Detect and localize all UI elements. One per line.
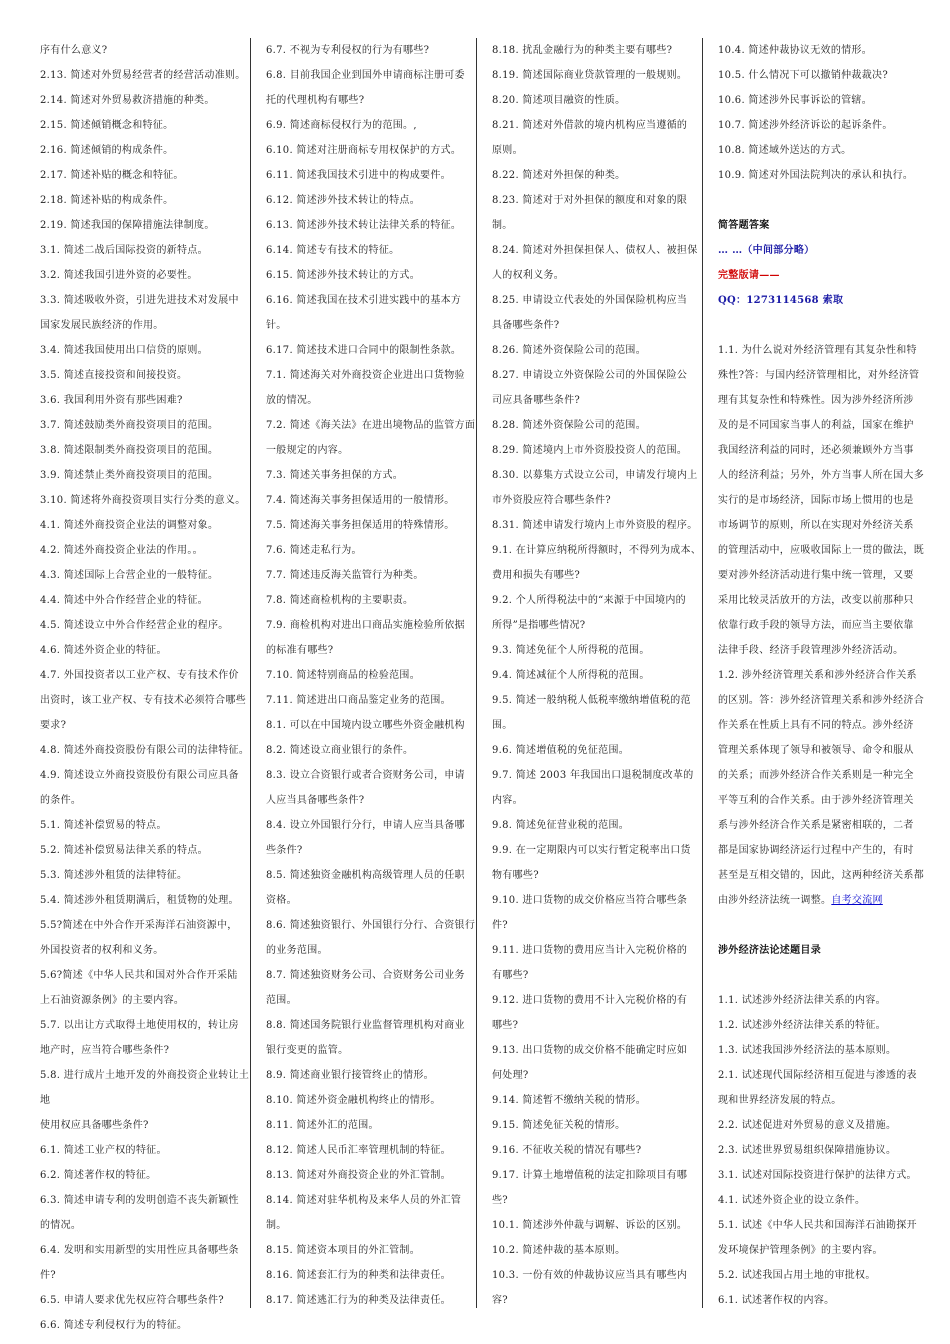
question-line: 10.2. 简述仲裁的基本原则。 xyxy=(492,1245,626,1256)
omitted-note: … …（中间部分略） xyxy=(718,245,815,256)
question-line: 6.17. 简述技术进口合同中的限制性条款。 xyxy=(266,345,462,356)
question-line: 8.27. 申请设立外资保险公司的外国保险公 xyxy=(492,370,688,381)
question-line: 司应具备哪些条件? xyxy=(492,395,581,406)
question-line: 5.1. 简述补偿贸易的特点。 xyxy=(40,820,167,831)
question-line: 3.10. 简述将外商投资项目实行分类的意义。 xyxy=(40,495,246,506)
answer-line: 都是国家协调经济运行过程中产生的，有时 xyxy=(718,845,914,856)
question-line: 9.3. 简述免征个人所得税的范围。 xyxy=(492,645,650,656)
question-line: 8.11. 简述外汇的范围。 xyxy=(266,1120,379,1131)
question-line: 8.5. 简述独资金融机构高级管理人员的任职 xyxy=(266,870,465,881)
question-line: 4.3. 简述国际上合营企业的一般特征。 xyxy=(40,570,219,581)
question-line: 上石油资源条例》的主要内容。 xyxy=(40,995,185,1006)
question-line: 8.19. 简述国际商业贷款管理的一般规则。 xyxy=(492,70,688,81)
question-column-2 xyxy=(266,38,484,1313)
arbitration-question-list xyxy=(718,38,936,188)
question-line: 8.25. 申请设立代表处的外国保险机构应当 xyxy=(492,295,688,306)
answer-line: 系与涉外经济合作关系是紧密相联的，二者 xyxy=(718,820,914,831)
answer-line: 要对涉外经济活动进行集中统一管理，又要 xyxy=(718,570,914,581)
question-line: 6.2. 简述著作权的特征。 xyxy=(40,1170,157,1181)
question-line: 10.5. 什么情况下可以撤销仲裁裁决? xyxy=(718,70,888,81)
question-line: 9.8. 简述免征营业税的范围。 xyxy=(492,820,630,831)
question-column-1 xyxy=(40,38,258,1338)
question-line: 9.11. 进口货物的费用应当计入完税价格的 xyxy=(492,945,688,956)
question-line: 8.6. 简述独资银行、外国银行分行、合资银行 xyxy=(266,920,476,931)
question-line: 10.9. 简述对外国法院判决的承认和执行。 xyxy=(718,170,914,181)
question-line: 9.4. 简述减征个人所得税的范围。 xyxy=(492,670,650,681)
answer-line: 市场调节的原则，所以在实现对外经济关系 xyxy=(718,520,914,531)
answer-line: 管理关系体现了领导和被领导、命令和服从 xyxy=(718,745,914,756)
question-line: 针。 xyxy=(266,320,287,331)
answer-line: 平等互利的合作关系。由于涉外经济管理关 xyxy=(718,795,914,806)
full-version-note: 完整版请—— xyxy=(718,270,780,281)
question-line: 银行变更的监管。 xyxy=(266,1045,349,1056)
question-line: 物有哪些? xyxy=(492,870,539,881)
answer-line: 理有其复杂性和特殊性。因为涉外经济所涉 xyxy=(718,395,914,406)
question-line: 些? xyxy=(492,1195,508,1206)
question-line: 3.9. 简述禁止类外商投资项目的范围。 xyxy=(40,470,219,481)
question-line: 5.8. 进行成片土地开发的外商投资企业转让土地 xyxy=(40,1070,250,1106)
question-line: 2.13. 简述对外贸易经营者的经营活动准则。 xyxy=(40,70,246,81)
question-line: 6.15. 简述涉外技术转让的方式。 xyxy=(266,270,421,281)
question-line: 的标准有哪些? xyxy=(266,645,334,656)
question-line: 8.17. 简述逃汇行为的种类及法律责任。 xyxy=(266,1295,451,1306)
question-line: 8.16. 简述套汇行为的种类和法律责任。 xyxy=(266,1270,451,1281)
question-line: 6.12. 简述涉外技术转让的特点。 xyxy=(266,195,421,206)
essay-question-line: 2.3. 试述世界贸易组织保障措施协议。 xyxy=(718,1145,897,1156)
answer-line: 1.2. 涉外经济管理关系和涉外经济合作关系 xyxy=(718,670,917,681)
answer-line: 依靠行政手段的领导方法，而应当主要依靠 xyxy=(718,620,914,631)
question-line: 2.18. 简述补贴的构成条件。 xyxy=(40,195,174,206)
essay-question-line: 2.1. 试述现代国际经济相互促进与渗透的表 xyxy=(718,1070,917,1081)
question-line: 2.16. 简述倾销的构成条件。 xyxy=(40,145,174,156)
question-line: 8.1. 可以在中国境内设立哪些外资金融机构 xyxy=(266,720,465,731)
question-line: 3.3. 简述吸收外资，引进先进技术对发展中 xyxy=(40,295,239,306)
question-line: 9.5. 简述一般纳税人低税率缴纳增值税的范 xyxy=(492,695,691,706)
question-line: 8.10. 简述外资金融机构终止的情形。 xyxy=(266,1095,441,1106)
answer-text xyxy=(718,338,936,888)
answer-line: 采用比较灵活放开的方法，改变以前那种只 xyxy=(718,595,914,606)
question-line: 外国投资者的权利和义务。 xyxy=(40,945,164,956)
question-line: 8.3. 设立合资银行或者合资财务公司，申请 xyxy=(266,770,465,781)
question-column-3 xyxy=(492,38,710,1313)
answer-line: 的关系；而涉外经济合作关系则是一种完全 xyxy=(718,770,914,781)
question-line: 7.5. 简述海关事务担保适用的特殊情形。 xyxy=(266,520,455,531)
essay-question-line: 3.1. 试述对国际投资进行保护的法律方式。 xyxy=(718,1170,917,1181)
question-line: 9.10. 进口货物的成交价格应当符合哪些条 xyxy=(492,895,688,906)
question-line: 7.3. 简述关事务担保的方式。 xyxy=(266,470,404,481)
question-line: 3.6. 我国利用外资有那些困难? xyxy=(40,395,183,406)
essay-heading: 涉外经济法论述题目录 xyxy=(718,945,821,956)
question-line: 8.2. 简述设立商业银行的条件。 xyxy=(266,745,414,756)
essay-question-line: 1.2. 试述涉外经济法律关系的特征。 xyxy=(718,1020,886,1031)
question-line: 7.10. 简述特别商品的检验范围。 xyxy=(266,670,421,681)
question-line: 8.23. 简述对于对外担保的额度和对象的限 xyxy=(492,195,688,206)
question-line: 有哪些? xyxy=(492,970,529,981)
question-line: 10.1. 简述涉外仲裁与调解、诉讼的区别。 xyxy=(492,1220,688,1231)
answer-line: 人的经济利益；另外，外方当事人所在国大多 xyxy=(718,470,924,481)
question-line: 7.2. 简述《海关法》在进出境物品的监管方面 xyxy=(266,420,476,431)
question-line: 6.13. 简述涉外技术转让法律关系的特征。 xyxy=(266,220,462,231)
question-line: 地产时，应当符合哪些条件? xyxy=(40,1045,170,1056)
question-line: 7.9. 商检机构对进出口商品实施检验所依据 xyxy=(266,620,465,631)
question-line: 8.24. 简述对外担保担保人、债权人、被担保 xyxy=(492,245,698,256)
answer-line: 甚至是互相交错的，因此，这两种经济关系都 xyxy=(718,870,924,881)
question-line: 费用和损失有哪些? xyxy=(492,570,581,581)
question-line: 4.7. 外国投资者以工业产权、专有技术作价 xyxy=(40,670,239,681)
question-line: 3.1. 简述二战后国际投资的新特点。 xyxy=(40,245,208,256)
question-line: 容? xyxy=(492,1295,508,1306)
essay-question-line: 2.2. 试述促进对外贸易的意义及措施。 xyxy=(718,1120,897,1131)
question-line: 2.19. 简述我国的保障措施法律制度。 xyxy=(40,220,215,231)
essay-question-line: 发环境保护管理条例》的主要内容。 xyxy=(718,1245,883,1256)
question-line: 10.6. 简述涉外民事诉讼的管辖。 xyxy=(718,95,873,106)
answer-last-line: 由涉外经济法统一调整。自考交流网 xyxy=(718,895,883,906)
question-line: 具备哪些条件? xyxy=(492,320,560,331)
answer-line: 法律手段、经济手段管理涉外经济活动。 xyxy=(718,645,904,656)
question-line: 6.14. 简述专有技术的特征。 xyxy=(266,245,400,256)
question-line: 7.4. 简述海关事务担保适用的一般情形。 xyxy=(266,495,455,506)
question-line: 5.4. 简述涉外租赁期满后，租赁物的处理。 xyxy=(40,895,239,906)
answer-line: 1.1. 为什么说对外经济管理有其复杂性和特 xyxy=(718,345,917,356)
question-line: 要求? xyxy=(40,720,67,731)
question-line: 的条件。 xyxy=(40,795,82,806)
question-line: 内容。 xyxy=(492,795,523,806)
essay-question-line: 5.2. 试述我国占用土地的审批权。 xyxy=(718,1270,876,1281)
question-line: 10.7. 简述涉外经济诉讼的起诉条件。 xyxy=(718,120,893,131)
answer-line: 殊性?答：与国内经济管理相比，对外经济管 xyxy=(718,370,920,381)
question-line: 7.6. 简述走私行为。 xyxy=(266,545,362,556)
essay-question-line: 现和世界经济发展的特点。 xyxy=(718,1095,842,1106)
question-line: 8.30. 以募集方式设立公司，申请发行境内上 xyxy=(492,470,698,481)
question-column-4 xyxy=(718,38,936,1313)
question-line: 9.6. 简述增值税的免征范围。 xyxy=(492,745,630,756)
question-line: 6.1. 简述工业产权的特征。 xyxy=(40,1145,167,1156)
question-line: 9.7. 简述 2003 年我国出口退税制度改革的 xyxy=(492,770,694,781)
question-line: 8.18. 扰乱金融行为的种类主要有哪些? xyxy=(492,45,673,56)
question-line: 9.12. 进口货物的费用不计入完税价格的有 xyxy=(492,995,688,1006)
question-line: 制。 xyxy=(492,220,513,231)
question-line: 9.14. 简述暂不缴纳关税的情形。 xyxy=(492,1095,647,1106)
question-line: 7.1. 简述海关对外商投资企业进出口货物验 xyxy=(266,370,465,381)
question-line: 5.6?简述《中华人民共和国对外合作开采陆 xyxy=(40,970,238,981)
question-line: 3.8. 简述限制类外商投资项目的范围。 xyxy=(40,445,219,456)
question-line: 人的权利义务。 xyxy=(492,270,565,281)
question-line: 5.7. 以出让方式取得土地使用权的，转让房 xyxy=(40,1020,239,1031)
question-line: 托的代理机构有哪些? xyxy=(266,95,365,106)
exam-forum-link[interactable]: 自考交流网 xyxy=(831,895,883,906)
essay-question-list xyxy=(718,988,936,1313)
question-line: 5.5?简述在中外合作开采海洋石油资源中， xyxy=(40,920,238,931)
question-line: 9.13. 出口货物的成交价格不能确定时应如 xyxy=(492,1045,688,1056)
question-line: 一般规定的内容。 xyxy=(266,445,349,456)
question-line: 何处理? xyxy=(492,1070,529,1081)
question-line: 3.4. 简述我国使用出口信贷的原则。 xyxy=(40,345,208,356)
question-line: 制。 xyxy=(266,1220,287,1231)
question-line: 4.4. 简述中外合作经营企业的特征。 xyxy=(40,595,208,606)
question-line: 6.6. 简述专利侵权行为的特征。 xyxy=(40,1320,188,1331)
question-line: 4.9. 简述设立外商投资股份有限公司应具备 xyxy=(40,770,239,781)
question-line: 7.11. 简述进出口商品鉴定业务的范围。 xyxy=(266,695,451,706)
answer-line: 实行的是市场经济，国际市场上惯用的也是 xyxy=(718,495,914,506)
question-line: 4.1. 简述外商投资企业法的调整对象。 xyxy=(40,520,219,531)
essay-question-line: 5.1. 试述《中华人民共和国海洋石油勘探开 xyxy=(718,1220,917,1231)
question-line: 6.4. 发明和实用新型的实用性应具备哪些条 xyxy=(40,1245,239,1256)
answers-heading: 简答题答案 xyxy=(718,220,770,231)
answer-line: 的管理活动中，应吸收国际上一贯的做法，既 xyxy=(718,545,924,556)
question-line: 10.4. 简述仲裁协议无效的情形。 xyxy=(718,45,873,56)
question-line: 4.2. 简述外商投资企业法的作用。。 xyxy=(40,545,203,556)
question-line: 10.3. 一份有效的仲裁协议应当具有哪些内 xyxy=(492,1270,688,1281)
question-line: 8.26. 简述外资保险公司的范围。 xyxy=(492,345,647,356)
question-line: 3.2. 简述我国引进外资的必要性。 xyxy=(40,270,198,281)
essay-question-line: 1.1. 试述涉外经济法律关系的内容。 xyxy=(718,995,886,1006)
question-line: 6.11. 简述我国技术引进中的构成要件。 xyxy=(266,170,451,181)
question-line: 所得”是指哪些情况? xyxy=(492,620,586,631)
question-line: 6.7. 不视为专利侵权的行为有哪些? xyxy=(266,45,430,56)
question-line: 6.9. 简述商标侵权行为的范围。, xyxy=(266,120,417,131)
question-line: 资格。 xyxy=(266,895,297,906)
qq-contact: QQ：1273114568 索取 xyxy=(718,295,844,306)
question-line: 8.7. 简述独资财务公司、合资财务公司业务 xyxy=(266,970,465,981)
question-line: 8.14. 简述对驻华机构及来华人员的外汇管 xyxy=(266,1195,462,1206)
question-line: 9.17. 计算土地增值税的法定扣除项目有哪 xyxy=(492,1170,688,1181)
question-line: 使用权应具备哪些条件? xyxy=(40,1120,149,1131)
answer-line: 的区别。答：涉外经济管理关系和涉外经济合 xyxy=(718,695,924,706)
answer-line: 作关系在性质上具有不同的特点。涉外经济 xyxy=(718,720,914,731)
question-line: 2.17. 简述补贴的概念和特征。 xyxy=(40,170,184,181)
question-line: 8.28. 简述外资保险公司的范围。 xyxy=(492,420,647,431)
question-line: 8.22. 简述对外担保的种类。 xyxy=(492,170,626,181)
question-line: 6.16. 简述我国在技术引进实践中的基本方 xyxy=(266,295,462,306)
question-line: 10.8. 简述域外送达的方式。 xyxy=(718,145,852,156)
question-line: 4.8. 简述外商投资股份有限公司的法律特征。 xyxy=(40,745,250,756)
essay-question-line: 1.3. 试述我国涉外经济法的基本原则。 xyxy=(718,1045,897,1056)
question-line: 9.15. 简述免征关税的情形。 xyxy=(492,1120,626,1131)
question-line: 原则。 xyxy=(492,145,523,156)
question-line: 3.5. 简述直接投资和间接投资。 xyxy=(40,370,188,381)
question-line: 7.7. 简述违反海关监管行为种类。 xyxy=(266,570,424,581)
question-line: 些条件? xyxy=(266,845,303,856)
question-line: 市外资股应符合哪些条件? xyxy=(492,495,611,506)
question-line: 国家发展民族经济的作用。 xyxy=(40,320,164,331)
question-line: 9.1. 在计算应纳税所得额时，不得列为成本、 xyxy=(492,545,702,556)
question-line: 放的情况。 xyxy=(266,395,318,406)
question-line: 3.7. 简述鼓励类外商投资项目的范围。 xyxy=(40,420,219,431)
question-line: 5.3. 简述涉外租赁的法律特征。 xyxy=(40,870,188,881)
question-line: 件? xyxy=(492,920,508,931)
question-line: 6.5. 申请人要求优先权应符合哪些条件? xyxy=(40,1295,224,1306)
question-line: 的情况。 xyxy=(40,1220,82,1231)
question-line: 8.15. 简述资本项目的外汇管制。 xyxy=(266,1245,421,1256)
essay-question-line: 6.1. 试述著作权的内容。 xyxy=(718,1295,835,1306)
question-line: 6.3. 简述申请专利的发明创造不丧失新颖性 xyxy=(40,1195,239,1206)
question-line: 6.8. 目前我国企业到国外申请商标注册可委 xyxy=(266,70,465,81)
question-line: 人应当具备哪些条件? xyxy=(266,795,365,806)
question-line: 8.9. 简述商业银行接管终止的情形。 xyxy=(266,1070,434,1081)
question-line: 5.2. 简述补偿贸易法律关系的特点。 xyxy=(40,845,208,856)
question-line: 8.29. 简述境内上市外资股投资人的范围。 xyxy=(492,445,688,456)
question-line: 的业务范围。 xyxy=(266,945,328,956)
question-line: 8.4. 设立外国银行分行，申请人应当具备哪 xyxy=(266,820,465,831)
answer-line: 我国经济利益的同时，还必须兼顾外方当事 xyxy=(718,445,914,456)
question-line: 6.10. 简述对注册商标专用权保护的方式。 xyxy=(266,145,462,156)
question-line: 哪些? xyxy=(492,1020,519,1031)
question-line: 4.6. 简述外资企业的特征。 xyxy=(40,645,167,656)
question-line: 7.8. 简述商检机构的主要职责。 xyxy=(266,595,414,606)
question-line: 9.16. 不征收关税的情况有哪些? xyxy=(492,1145,642,1156)
question-line: 件? xyxy=(40,1270,56,1281)
question-line: 8.8. 简述国务院银行业监督管理机构对商业 xyxy=(266,1020,465,1031)
question-line: 2.15. 简述倾销概念和特征。 xyxy=(40,120,174,131)
question-line: 9.9. 在一定期限内可以实行暂定税率出口货 xyxy=(492,845,691,856)
question-line: 8.20. 简述项目融资的性质。 xyxy=(492,95,626,106)
question-line: 围。 xyxy=(492,720,513,731)
question-line: 4.5. 简述设立中外合作经营企业的程序。 xyxy=(40,620,229,631)
question-line: 序有什么意义? xyxy=(40,45,108,56)
question-line: 2.14. 简述对外贸易救济措施的种类。 xyxy=(40,95,215,106)
question-line: 8.21. 简述对外借款的境内机构应当遵循的 xyxy=(492,120,688,131)
question-line: 9.2. 个人所得税法中的“来源于中国境内的 xyxy=(492,595,686,606)
answer-line: 及的是不同国家当事人的利益，国家在维护 xyxy=(718,420,914,431)
question-line: 范围。 xyxy=(266,995,297,1006)
essay-question-line: 4.1. 试述外资企业的设立条件。 xyxy=(718,1195,866,1206)
question-line: 出资时，该工业产权、专有技术必须符合哪些 xyxy=(40,695,246,706)
question-line: 8.13. 简述对外商投资企业的外汇管制。 xyxy=(266,1170,451,1181)
question-line: 8.31. 简述申请发行境内上市外资股的程序。 xyxy=(492,520,698,531)
question-line: 8.12. 简述人民币汇率管理机制的特征。 xyxy=(266,1145,451,1156)
